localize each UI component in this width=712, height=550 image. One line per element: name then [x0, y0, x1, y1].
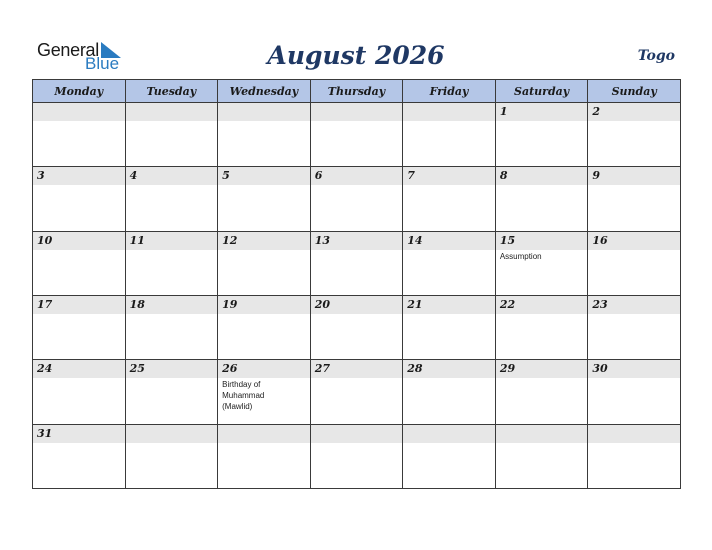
day-cell[interactable] [125, 295, 218, 359]
day-number-bar [33, 232, 125, 250]
day-cell[interactable] [310, 231, 403, 295]
holiday-label: Assumption [499, 251, 542, 261]
day-number-bar [33, 425, 125, 443]
day-number: 9 [592, 169, 601, 183]
day-cell[interactable] [588, 231, 681, 295]
day-number-bar [311, 103, 403, 121]
day-number: 15 [499, 233, 516, 247]
day-cell[interactable] [125, 103, 218, 167]
day-number-bar [403, 167, 495, 185]
day-cell[interactable] [310, 167, 403, 231]
day-number-bar [496, 425, 588, 443]
logo-text-general: General [37, 40, 99, 60]
day-number: 29 [499, 362, 516, 376]
day-number-bar [218, 425, 310, 443]
day-cell[interactable] [495, 167, 588, 231]
day-number-bar [33, 296, 125, 314]
day-number: 17 [37, 297, 53, 311]
weekday-sunday: Sunday [588, 80, 681, 103]
day-number-bar [33, 360, 125, 378]
week-row [33, 424, 681, 488]
country-name: Togo [637, 48, 675, 64]
day-cell[interactable] [218, 231, 311, 295]
day-number-bar [33, 103, 125, 121]
day-number-bar [311, 296, 403, 314]
day-cell[interactable] [33, 231, 126, 295]
day-number: 7 [407, 169, 415, 183]
day-number: 14 [407, 233, 423, 247]
day-number-bar [588, 296, 680, 314]
day-cell[interactable] [33, 360, 126, 424]
day-number-bar [33, 167, 125, 185]
calendar-grid [32, 79, 681, 489]
day-number: 18 [129, 297, 145, 311]
day-cell[interactable] [125, 231, 218, 295]
day-cell[interactable] [310, 103, 403, 167]
day-number-bar [218, 296, 310, 314]
day-number-bar [588, 360, 680, 378]
day-number-bar [588, 167, 680, 185]
day-cell[interactable] [588, 103, 681, 167]
day-number: 4 [129, 169, 138, 183]
day-number-bar [126, 167, 218, 185]
calendar-weeks [33, 103, 681, 489]
day-cell[interactable] [403, 167, 496, 231]
day-number-bar [311, 167, 403, 185]
day-cell[interactable] [33, 167, 126, 231]
day-number-bar [496, 296, 588, 314]
day-number-bar [218, 232, 310, 250]
day-cell[interactable] [218, 103, 311, 167]
day-number: 2 [592, 105, 601, 118]
day-number: 28 [407, 362, 423, 376]
day-number: 30 [592, 362, 608, 376]
week-row [33, 167, 681, 231]
day-number: 25 [129, 362, 145, 376]
day-cell[interactable] [125, 167, 218, 231]
day-number: 23 [592, 297, 608, 311]
day-cell[interactable] [218, 295, 311, 359]
day-number-bar [126, 425, 218, 443]
day-cell[interactable] [403, 231, 496, 295]
day-number: 13 [314, 233, 330, 247]
week-row [33, 360, 681, 424]
day-cell[interactable] [403, 424, 496, 488]
day-number-bar [496, 232, 588, 250]
day-number: 1 [499, 105, 508, 118]
week-row [33, 103, 681, 167]
day-number-bar [126, 360, 218, 378]
day-cell[interactable] [495, 295, 588, 359]
day-number-bar [218, 167, 310, 185]
day-number-bar [403, 360, 495, 378]
day-number-bar [588, 232, 680, 250]
day-number-bar [218, 103, 310, 121]
day-number: 31 [37, 426, 53, 440]
calendar-title: August 2026 [267, 41, 445, 70]
day-cell[interactable] [495, 103, 588, 167]
day-number-bar [403, 296, 495, 314]
day-cell[interactable] [125, 424, 218, 488]
holiday-label: Birthday of Muhammad (Mawlid) [222, 380, 265, 412]
day-cell[interactable] [588, 295, 681, 359]
day-cell[interactable] [588, 360, 681, 424]
day-number-bar [403, 232, 495, 250]
day-number-bar [403, 425, 495, 443]
day-number-bar [126, 103, 218, 121]
day-cell[interactable] [403, 103, 496, 167]
day-cell[interactable] [33, 424, 126, 488]
day-number: 20 [314, 297, 330, 311]
weekday-header-row [33, 80, 681, 103]
day-number: 24 [37, 362, 53, 376]
day-number: 10 [37, 233, 53, 247]
day-number-bar [496, 103, 588, 121]
day-cell[interactable] [310, 424, 403, 488]
day-cell[interactable] [495, 424, 588, 488]
day-cell[interactable] [403, 295, 496, 359]
day-number-bar [311, 425, 403, 443]
day-number: 22 [499, 297, 516, 311]
day-cell[interactable] [33, 295, 126, 359]
weekday-tuesday: Tuesday [125, 80, 218, 103]
weekday-wednesday: Wednesday [218, 80, 311, 103]
day-cell[interactable] [588, 424, 681, 488]
week-row [33, 231, 681, 295]
day-cell[interactable] [495, 360, 588, 424]
day-cell[interactable] [588, 167, 681, 231]
day-cell[interactable] [218, 167, 311, 231]
day-number-bar [126, 232, 218, 250]
day-number-bar [311, 232, 403, 250]
day-cell[interactable] [218, 424, 311, 488]
day-number: 26 [222, 362, 238, 376]
day-number-bar [588, 425, 680, 443]
day-number-bar [218, 360, 310, 378]
day-cell[interactable] [218, 360, 311, 424]
day-cell[interactable] [33, 103, 126, 167]
day-number: 6 [314, 169, 323, 183]
day-number-bar [126, 296, 218, 314]
day-cell[interactable] [403, 360, 496, 424]
day-number: 19 [222, 297, 238, 311]
day-number: 11 [129, 233, 145, 247]
day-number: 3 [37, 169, 45, 183]
day-number: 5 [222, 169, 230, 183]
weekday-thursday: Thursday [310, 80, 403, 103]
day-cell[interactable] [495, 231, 588, 295]
day-number-bar [311, 360, 403, 378]
day-cell[interactable] [125, 360, 218, 424]
day-number: 16 [592, 233, 608, 247]
day-number: 27 [314, 362, 330, 376]
day-number-bar [496, 360, 588, 378]
day-cell[interactable] [310, 360, 403, 424]
day-number: 8 [499, 169, 508, 183]
day-number-bar [403, 103, 495, 121]
week-row [33, 295, 681, 359]
day-cell[interactable] [310, 295, 403, 359]
logo-text-blue: Blue [85, 54, 120, 73]
day-number-bar [588, 103, 680, 121]
weekday-saturday: Saturday [495, 80, 588, 103]
day-number: 21 [407, 297, 423, 311]
day-number-bar [496, 167, 588, 185]
day-number: 12 [222, 233, 238, 247]
weekday-friday: Friday [403, 80, 496, 103]
weekday-monday: Monday [33, 80, 126, 103]
